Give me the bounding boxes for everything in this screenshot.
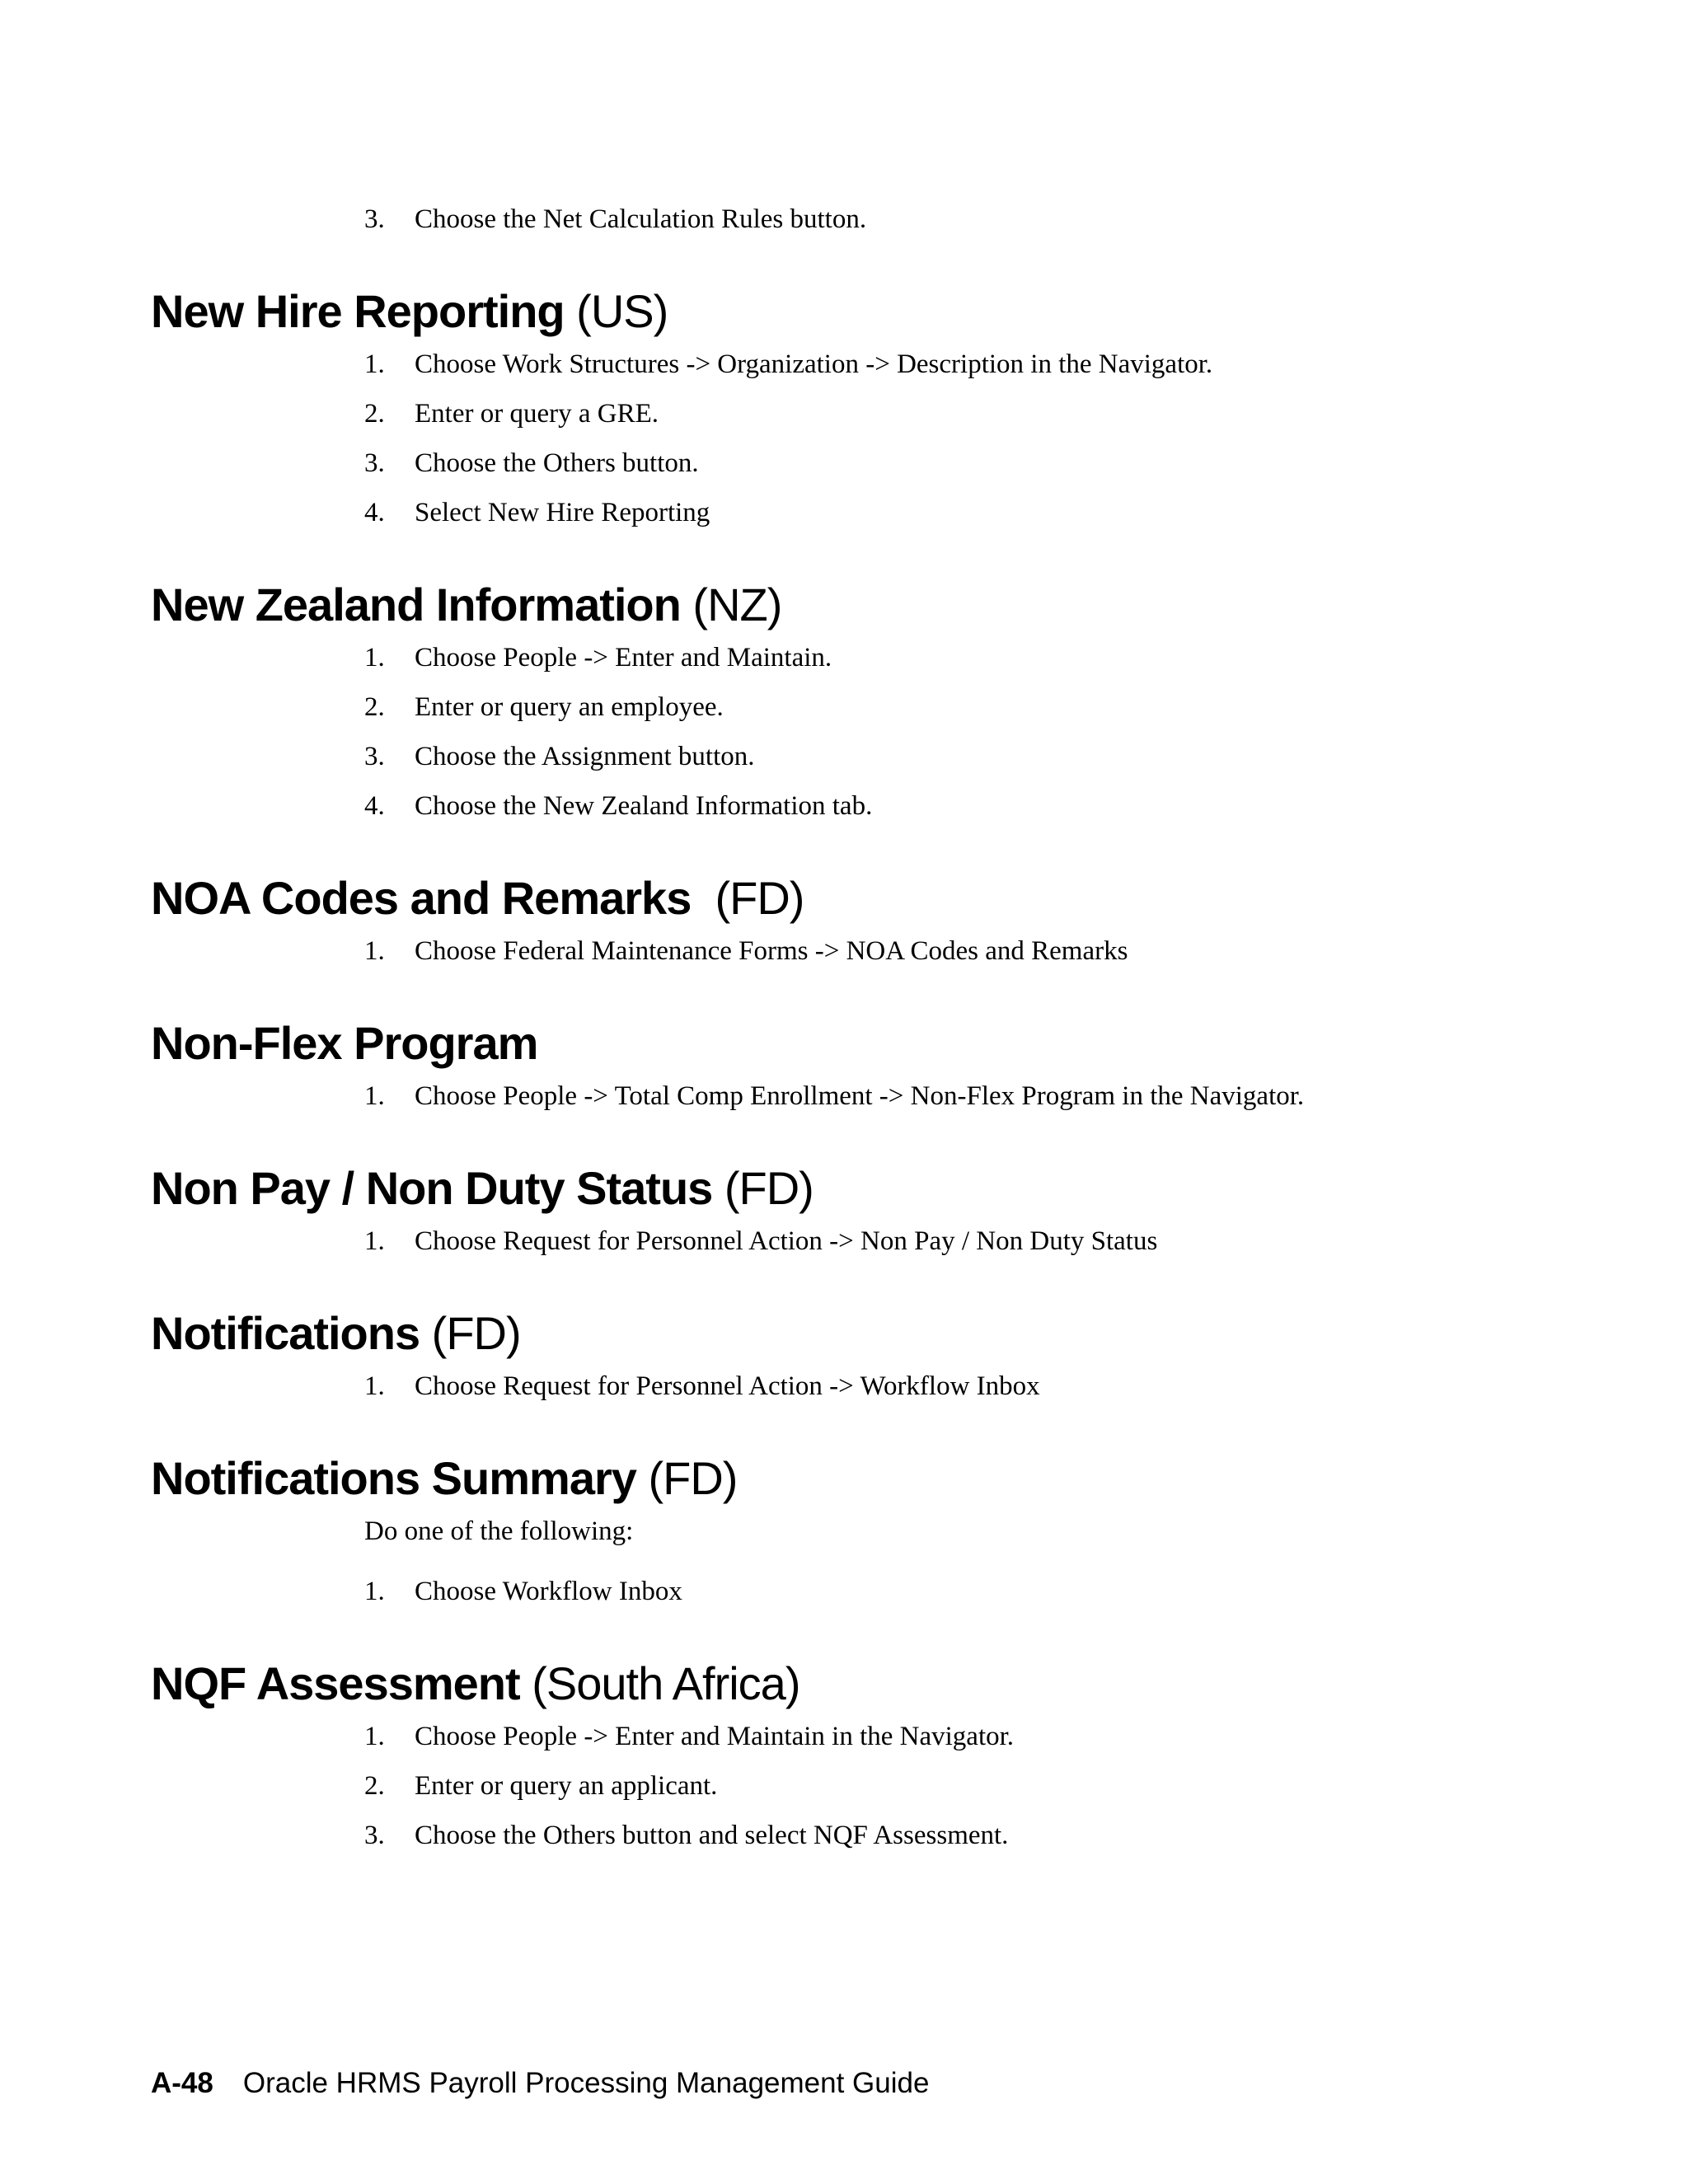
section-title: Non Pay / Non Duty Status bbox=[151, 1162, 713, 1214]
list-item bbox=[364, 641, 1544, 674]
list-item-text: Enter or query an employee. bbox=[415, 692, 724, 722]
list-item bbox=[364, 1225, 1544, 1258]
document-body bbox=[151, 0, 1544, 1852]
list-item-text: Choose People -> Enter and Maintain in the Navigator. bbox=[415, 1722, 1015, 1751]
list-item-text: Enter or query a GRE. bbox=[415, 399, 659, 429]
list-item-number: 1. bbox=[364, 936, 385, 966]
list-item bbox=[364, 447, 1544, 480]
list-item-text: Choose Request for Personnel Action -> Workflow Inbox bbox=[415, 1371, 1040, 1401]
list-item bbox=[364, 1080, 1544, 1113]
page-footer bbox=[151, 2065, 929, 2102]
section-new-hire-reporting bbox=[151, 285, 1544, 529]
list-item-number: 3. bbox=[364, 448, 385, 478]
section-nqf-assessment bbox=[151, 1657, 1544, 1852]
section-heading bbox=[151, 1657, 1544, 1709]
list-item-number: 1. bbox=[364, 1722, 385, 1751]
numbered-list bbox=[151, 641, 1544, 823]
numbered-list bbox=[151, 935, 1544, 968]
section-notifications bbox=[151, 1307, 1544, 1403]
list-item bbox=[364, 397, 1544, 430]
list-item bbox=[364, 740, 1544, 773]
numbered-list bbox=[151, 348, 1544, 529]
list-item-text: Choose the Net Calculation Rules button. bbox=[415, 204, 867, 234]
section-title: Notifications Summary bbox=[151, 1452, 636, 1504]
section-title-suffix: (FD) bbox=[635, 1452, 738, 1504]
list-item-number: 2. bbox=[364, 399, 385, 429]
list-item bbox=[364, 348, 1544, 381]
list-item-number: 2. bbox=[364, 692, 385, 722]
section-heading bbox=[151, 579, 1544, 630]
list-item-text: Enter or query an applicant. bbox=[415, 1771, 718, 1801]
list-item-number: 3. bbox=[364, 1821, 385, 1850]
list-item bbox=[364, 1370, 1544, 1403]
section-non-flex-program bbox=[151, 1017, 1544, 1113]
list-item-number: 3. bbox=[364, 204, 385, 234]
list-item bbox=[364, 203, 1544, 236]
section-title-suffix: (FD) bbox=[691, 872, 804, 924]
list-item-text: Choose People -> Total Comp Enrollment -> Non-Flex Program in the Navigator. bbox=[415, 1081, 1305, 1111]
list-item-number: 1. bbox=[364, 1371, 385, 1401]
list-item-text: Choose Federal Maintenance Forms -> NOA Codes and Remarks bbox=[415, 936, 1128, 966]
list-item-text: Choose Work Structures -> Organization -> Description in the Navigator. bbox=[415, 349, 1213, 379]
list-item bbox=[364, 1575, 1544, 1608]
section-heading bbox=[151, 1452, 1544, 1504]
list-item-text: Choose Workflow Inbox bbox=[415, 1577, 682, 1606]
numbered-list bbox=[151, 1080, 1544, 1113]
section-noa-codes-and-remarks bbox=[151, 872, 1544, 968]
footer-book-title: Oracle HRMS Payroll Processing Management Guide bbox=[242, 2067, 930, 2099]
list-item-text: Choose Request for Personnel Action -> Non Pay / Non Duty Status bbox=[415, 1226, 1158, 1256]
list-item-number: 1. bbox=[364, 1081, 385, 1111]
list-item bbox=[364, 1819, 1544, 1852]
list-item-number: 3. bbox=[364, 742, 385, 771]
section-heading bbox=[151, 1307, 1544, 1359]
list-item-number: 1. bbox=[364, 1577, 385, 1606]
list-item bbox=[364, 935, 1544, 968]
section-title-suffix: (FD) bbox=[712, 1162, 814, 1214]
section-non-pay-non-duty-status bbox=[151, 1162, 1544, 1258]
section-heading bbox=[151, 285, 1544, 337]
list-item-number: 1. bbox=[364, 643, 385, 673]
list-item-text: Choose People -> Enter and Maintain. bbox=[415, 643, 832, 673]
list-item-text: Select New Hire Reporting bbox=[415, 498, 710, 527]
section-title: NQF Assessment bbox=[151, 1657, 520, 1709]
section-lead-text: Do one of the following: bbox=[364, 1516, 634, 1546]
numbered-list bbox=[151, 1370, 1544, 1403]
list-item bbox=[364, 691, 1544, 724]
section-new-zealand-information bbox=[151, 579, 1544, 823]
list-item bbox=[364, 1720, 1544, 1753]
section-title-suffix: (US) bbox=[564, 285, 668, 337]
numbered-list bbox=[151, 1720, 1544, 1852]
list-item-number: 4. bbox=[364, 791, 385, 821]
section-title: New Hire Reporting bbox=[151, 285, 565, 337]
section-title: NOA Codes and Remarks bbox=[151, 872, 692, 924]
section-heading bbox=[151, 1017, 1544, 1069]
list-item bbox=[364, 1769, 1544, 1802]
section-notifications-summary bbox=[151, 1452, 1544, 1608]
numbered-list bbox=[151, 1575, 1544, 1608]
list-item-number: 2. bbox=[364, 1771, 385, 1801]
list-item-text: Choose the Assignment button. bbox=[415, 742, 755, 771]
section-title-suffix: (FD) bbox=[420, 1307, 521, 1359]
list-item-number: 1. bbox=[364, 349, 385, 379]
list-item bbox=[364, 496, 1544, 529]
list-item bbox=[364, 790, 1544, 823]
list-item-text: Choose the Others button and select NQF Assessment. bbox=[415, 1821, 1009, 1850]
list-item-number: 1. bbox=[364, 1226, 385, 1256]
section-heading bbox=[151, 872, 1544, 924]
list-item-number: 4. bbox=[364, 498, 385, 527]
section-title: New Zealand Information bbox=[151, 579, 681, 630]
section-title-suffix: (NZ) bbox=[680, 579, 782, 630]
section-title: Notifications bbox=[151, 1307, 420, 1359]
section-title: Non-Flex Program bbox=[151, 1017, 538, 1069]
section-heading bbox=[151, 1162, 1544, 1214]
footer-page-number: A-48 bbox=[151, 2067, 213, 2099]
section-title-suffix: (South Africa) bbox=[519, 1657, 800, 1709]
list-item-text: Choose the New Zealand Information tab. bbox=[415, 791, 873, 821]
numbered-list bbox=[151, 1225, 1544, 1258]
list-item-text: Choose the Others button. bbox=[415, 448, 699, 478]
